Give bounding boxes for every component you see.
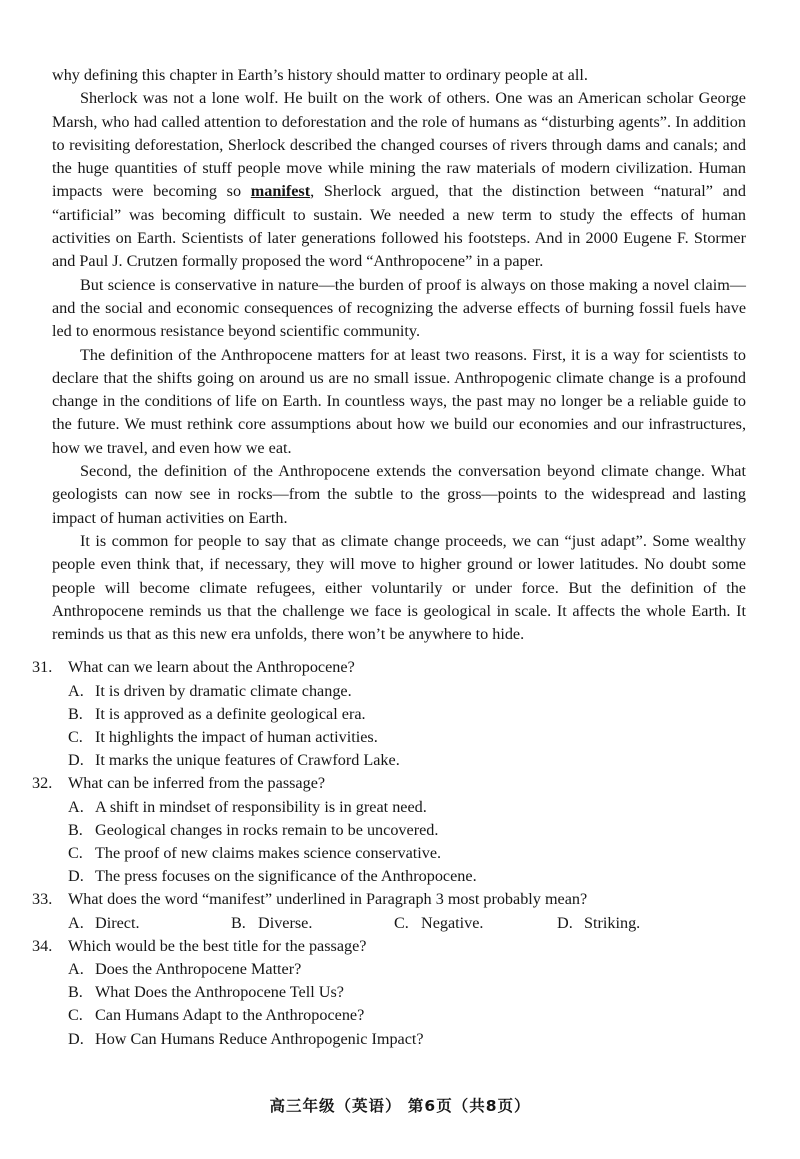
option-letter: C. (68, 1006, 83, 1025)
option-text: Does the Anthropocene Matter? (95, 960, 302, 979)
option-letter: A. (68, 960, 84, 979)
question-33 (32, 888, 746, 934)
option-letter: C. (68, 728, 83, 747)
underlined-word: manifest (250, 182, 311, 201)
option-letter: D. (68, 751, 84, 770)
option-a[interactable] (68, 680, 746, 703)
option-text: What Does the Anthropocene Tell Us? (95, 983, 344, 1002)
option-letter: A. (68, 681, 84, 700)
question-number: 33. (32, 890, 53, 909)
option-b[interactable] (68, 819, 746, 842)
paragraph-text: , Sherlock argued, that the distinction between “natural” and “artificial” was becoming difficult to sustain. We needed a new term to study the effects of human activities on Earth. Scientists of later generations followed his footsteps. And in 2000 Eugene F. Stormer and Paul J. Crutzen formally proposed the word “Anthropocene” in a paper. (52, 182, 746, 271)
option-c[interactable] (68, 842, 746, 865)
passage-paragraph: But science is conservative in nature—the burden of proof is always on those making a novel claim—and the social and economic consequences of recognizing the adverse effects of burning fossil fuels have led to enormous resistance beyond scientific community. (52, 275, 746, 341)
passage-paragraph: It is common for people to say that as climate change proceeds, we can “just adapt”. Some wealthy people even think that, if necessary, they will move to higher ground or lower latitudes. No doubt some people will become climate refugees, either voluntarily or under force. But the definition of the Anthropocene reminds us that the challenge we face is geological in scale. It affects the whole Earth. It reminds us that as this new era unfolds, there won’t be anywhere to hide. (52, 531, 746, 644)
option-text: The press focuses on the significance of the Anthropocene. (95, 867, 477, 886)
option-b[interactable] (231, 912, 394, 935)
question-text: What can be inferred from the passage? (68, 774, 326, 793)
passage-paragraph (52, 87, 746, 273)
option-letter: B. (231, 913, 246, 932)
question-stem (32, 772, 746, 795)
option-row (68, 912, 746, 935)
option-text: It marks the unique features of Crawford Lake. (95, 751, 400, 770)
option-letter: C. (394, 913, 409, 932)
option-text: It highlights the impact of human activities. (95, 728, 378, 747)
option-text: Geological changes in rocks remain to be uncovered. (95, 820, 439, 839)
option-text: It is approved as a definite geological era. (95, 704, 366, 723)
option-d[interactable] (557, 912, 720, 935)
option-a[interactable] (68, 796, 746, 819)
option-letter: B. (68, 983, 83, 1002)
option-text: Direct. (95, 913, 140, 932)
option-letter: D. (68, 867, 84, 886)
option-text: A shift in mindset of responsibility is in great need. (95, 797, 427, 816)
option-c[interactable] (394, 912, 557, 935)
question-stem (32, 888, 746, 911)
option-letter: C. (68, 844, 83, 863)
question-34 (32, 935, 746, 1051)
question-stem (32, 935, 746, 958)
option-text: It is driven by dramatic climate change. (95, 681, 352, 700)
option-d[interactable] (68, 1028, 746, 1051)
option-a[interactable] (68, 958, 746, 981)
question-list (32, 656, 746, 1050)
question-stem (32, 656, 746, 679)
option-c[interactable] (68, 726, 746, 749)
passage-paragraph: why defining this chapter in Earth’s history should matter to ordinary people at all. (52, 66, 588, 84)
option-text: Diverse. (258, 913, 313, 932)
paragraph-text: Sherlock was not a lone wolf. He built on the work of others. One was an American scholar George Marsh, who had called attention to deforestation and the role of humans as “disturbing agents”. In addition to revisiting deforestation, Sherlock described the changed courses of rivers through dams and canals; and the huge quantities of stuff people move while mining the raw materials of modern civilization. Human impacts were becoming so (52, 89, 746, 201)
question-number: 31. (32, 658, 53, 677)
passage-paragraph: The definition of the Anthropocene matters for at least two reasons. First, it is a way for scientists to declare that the shifts going on around us are no small issue. Anthropogenic climate change is a profound change in the conditions of life on Earth. In countless ways, the past may no longer be a reliable guide to the future. We must rethink core assumptions about how we build our economies and our infrastructures, how we travel, and even how we eat. (52, 345, 746, 457)
option-letter: A. (68, 913, 84, 932)
option-c[interactable] (68, 1004, 746, 1027)
question-text: What can we learn about the Anthropocene? (68, 658, 355, 677)
option-text: Can Humans Adapt to the Anthropocene? (95, 1006, 365, 1025)
option-d[interactable] (68, 865, 746, 888)
option-letter: D. (68, 1029, 84, 1048)
option-letter: B. (68, 820, 83, 839)
option-b[interactable] (68, 981, 746, 1004)
passage-paragraph: Second, the definition of the Anthropocene extends the conversation beyond climate change. What geologists can now see in rocks—from the subtle to the gross—points to the widespread and lasting impact of human activities on Earth. (52, 462, 746, 527)
exam-page (32, 64, 746, 1051)
reading-passage (52, 64, 746, 646)
option-letter: A. (68, 797, 84, 816)
option-letter: D. (557, 913, 573, 932)
option-b[interactable] (68, 703, 746, 726)
option-letter: B. (68, 704, 83, 723)
option-d[interactable] (68, 749, 746, 772)
question-32 (32, 772, 746, 888)
question-text: Which would be the best title for the passage? (68, 936, 367, 955)
question-text: What does the word “manifest” underlined in Paragraph 3 most probably mean? (68, 890, 588, 909)
page-footer: 高三年级（英语） 第6页（共8页） (269, 1097, 531, 1115)
option-text: How Can Humans Reduce Anthropogenic Impact? (95, 1029, 424, 1048)
question-number: 34. (32, 936, 53, 955)
option-a[interactable] (68, 912, 231, 935)
question-31 (32, 656, 746, 772)
option-text: Negative. (421, 913, 484, 932)
option-text: The proof of new claims makes science conservative. (95, 844, 442, 863)
question-number: 32. (32, 774, 53, 793)
option-text: Striking. (584, 913, 641, 932)
